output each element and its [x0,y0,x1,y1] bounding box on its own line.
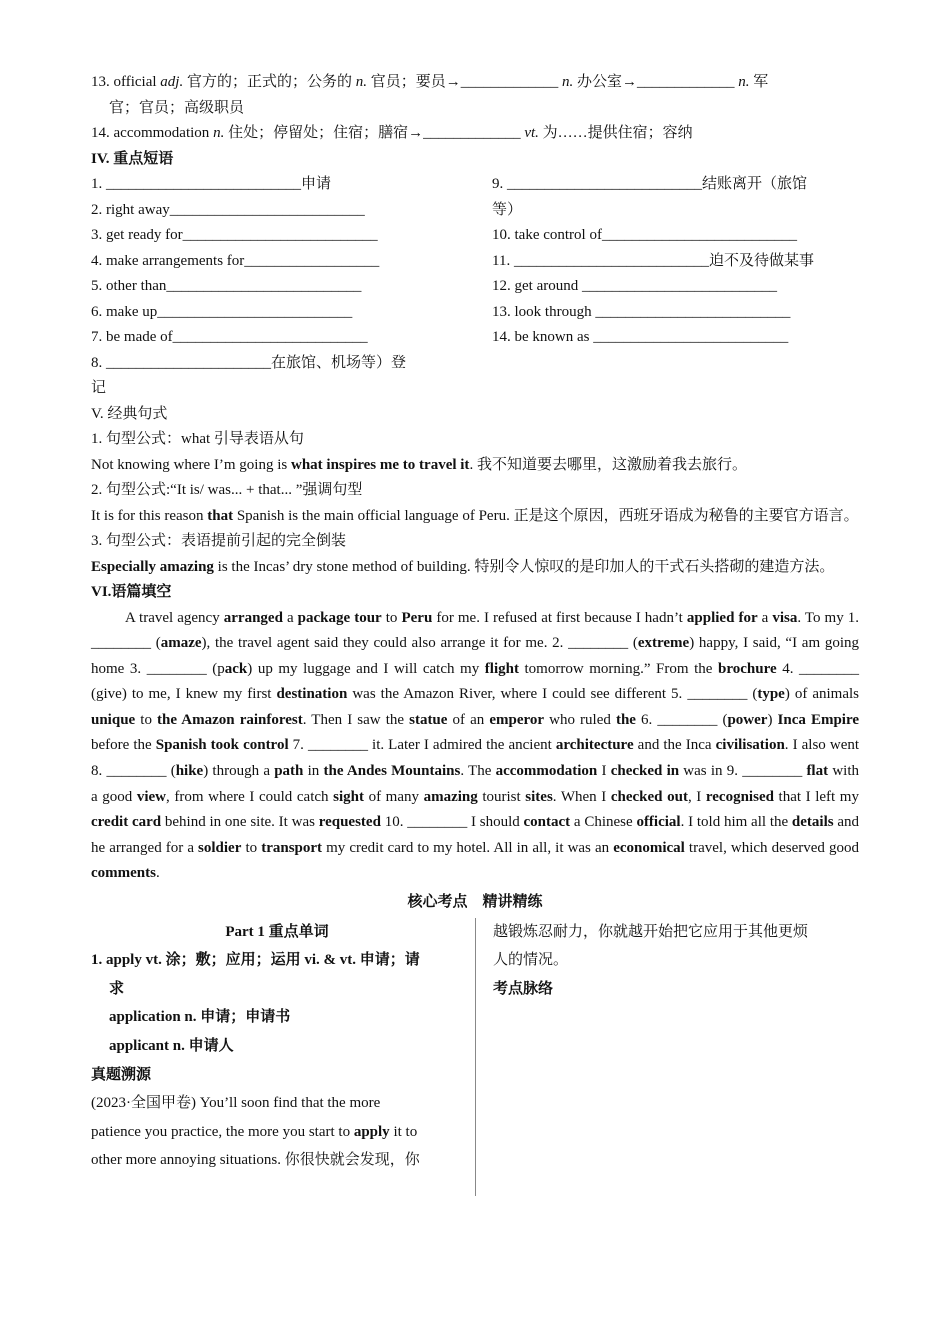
passage-keyword: destination [276,686,348,703]
passage-text: tourist [477,788,526,805]
phrase-item-cont: 等） [492,201,523,218]
phrase-item[interactable]: 6. make up__________________________ [91,303,353,320]
passage-text: with a good [91,763,859,805]
sentence-pattern-title: 2. 句型公式:“It is/ was... + that... ”强调句型 [91,482,363,498]
passage-keyword: hike [175,763,204,780]
passage-keyword: amazing [423,788,478,805]
phrase-item[interactable]: 9. __________________________结账离开（旅馆 [492,176,808,192]
entry-head-cont: 求 [109,980,125,997]
example-text: Not knowing where I’m going is [91,456,291,473]
passage-keyword: checked out [610,788,688,805]
answer-blank[interactable]: _____________ [460,74,559,90]
vocab-item-13 [91,70,859,121]
passage-keyword: package tour [297,609,382,626]
source-title: 真题溯源 [91,1066,152,1083]
passage-keyword: unique [91,711,136,728]
passage-text: ) up my luggage and I will catch my [247,660,485,677]
passage-text: of an [447,711,490,728]
phrase-item[interactable]: 5. other than__________________________ [91,278,362,294]
cloze-passage[interactable] [91,606,859,888]
example-text: it to [389,1123,418,1140]
passage-text: to [241,839,262,856]
definition: 官；官员；高级职员 [109,99,245,116]
passage-keyword: transport [261,839,323,856]
passage-text: . To my 1. ________ ( [91,609,860,652]
context-title: 考点脉络 [493,980,554,997]
part-of-speech: adj. [160,74,184,90]
passage-keyword: architecture [555,737,634,754]
passage-keyword: the Andes Mountains [323,763,461,780]
passage-keyword: amaze [160,635,202,652]
passage-keyword: economical [613,839,685,856]
part-of-speech: n. [562,74,574,90]
phrase-item[interactable]: 3. get ready for__________________________ [91,227,378,243]
passage-keyword: checked in [610,763,680,780]
passage-keyword: Spanish took control [155,737,289,754]
section-heading-phrases: IV. 重点短语 [91,150,174,167]
phrase-item[interactable]: 8. ______________________在旅馆、机场等）登 [91,354,407,371]
example-text: patience you practice, the more you start to [91,1123,354,1140]
passage-text: ), the travel agent said they could also arrange it for me. 2. ________ ( [201,635,638,652]
passage-keyword: extreme [637,635,690,652]
right-column [476,918,853,1196]
definition: 住处；停留处；住宿；膳宿→ [228,125,424,141]
example-text: is the Incas’ dry stone method of building. 特别令人惊叹的是印加人的干式石头搭砌的建造方法。 [213,558,835,575]
example-text: Spanish is the main official language of Peru. 正是这个原因，西班牙语成为秘鲁的主要官方语言。 [233,507,859,524]
passage-text: . Then I saw the [302,711,410,728]
passage-text: ) [767,711,778,728]
passage-keyword: requested [318,814,381,831]
vocab-item-14 [91,121,859,147]
phrase-item[interactable]: 12. get around __________________________ [492,278,777,294]
sentence-pattern-title: 1. 句型公式：what 引导表语从句 [91,431,304,447]
definition: 官员；要员→ [370,74,461,90]
passage-text: of many [363,788,424,805]
derivative: application n. 申请；申请书 [109,1009,291,1026]
part-of-speech: n. [738,74,750,90]
phrase-item[interactable]: 1. __________________________申请 [91,176,332,192]
vocab-word: accommodation [113,125,210,141]
example-text: . 我不知道要去哪里，这激励着我去旅行。 [469,456,747,473]
passage-keyword: visa [772,609,798,626]
example-line: other more annoying situations. 你很快就会发现，你 [91,1152,420,1169]
passage-text: . [155,865,160,882]
passage-keyword: the [615,711,636,728]
passage-text: 6. ________ ( [635,711,728,728]
passage-keyword: Peru [401,609,433,626]
passage-text: A travel agency [125,609,224,626]
passage-text: . When I [552,788,611,805]
part-of-speech: n. [213,125,225,141]
worksheet-page [91,70,859,1196]
passage-keyword: flight [484,660,519,677]
passage-text: travel, which deserved good [684,839,859,856]
passage-keyword: Inca Empire [777,711,860,728]
phrase-item[interactable]: 2. right away__________________________ [91,201,365,218]
section-heading-passage: VI.语篇填空 [91,584,172,600]
passage-text: ) happy, I said, “I am going home 3. ________ (p [91,635,859,677]
passage-text: . The [460,763,496,780]
passage-keyword: type [757,686,785,703]
passage-keyword: power [727,711,768,728]
phrase-item[interactable]: 4. make arrangements for__________________ [91,252,380,269]
passage-keyword: applied for [686,609,758,626]
phrase-item[interactable]: 10. take control of__________________________ [492,227,797,243]
passage-text: a Chinese [570,814,637,831]
passage-text: and he arranged for a [91,814,859,856]
passage-keyword: sight [333,788,364,805]
passage-keyword: arranged [223,609,283,626]
definition: 办公室→ [577,74,638,90]
passage-keyword: soldier [198,839,242,856]
answer-blank[interactable]: _____________ [637,74,735,90]
passage-text: in [303,763,324,780]
item-number: 13. [91,74,110,90]
example-emphasis: apply [353,1123,390,1140]
sentence-example [91,555,859,581]
passage-keyword: comments [91,865,156,882]
passage-text: tomorrow morning.” From the [518,660,718,677]
example-line: 越锻炼忍耐力，你就越开始把它应用于其他更烦 [493,923,809,940]
passage-keyword: recognised [705,788,774,805]
passage-keyword: statue [409,711,448,728]
passage-text: a [757,609,773,626]
example-line [91,1118,463,1147]
passage-text: 7. ________ it. Later I admired the ancient [288,737,556,754]
passage-text: . I told him all the [680,814,792,831]
left-column [91,918,476,1196]
phrase-column-right [492,172,859,402]
passage-keyword: emperor [489,711,545,728]
sentence-example [91,453,859,479]
passage-text: 4. ________ (give) to me, I knew my first [91,660,859,703]
passage-text: was in 9. ________ [679,763,807,780]
passage-keyword: credit card [91,814,162,831]
phrase-grid [91,172,859,402]
passage-keyword: the Amazon rainforest [157,711,303,728]
passage-keyword: sites [525,788,553,805]
derivative: applicant n. 申请人 [109,1037,234,1054]
passage-keyword: view [136,788,167,805]
passage-text: 10. ________ I should [380,814,524,831]
sentence-pattern-title: 3. 句型公式：表语提前引起的完全倒装 [91,533,347,549]
passage-keyword: brochure [718,660,777,677]
answer-blank[interactable]: _____________ [423,125,521,141]
phrase-item[interactable]: 7. be made of__________________________ [91,329,368,345]
passage-keyword: details [791,814,834,831]
passage-text: . I also went 8. ________ ( [91,737,860,780]
definition: 为……提供住宿；容纳 [542,125,693,141]
passage-text: and the Inca [633,737,716,754]
section-heading-sentences: V. 经典句式 [91,405,168,422]
passage-text: before the [91,737,156,754]
entry-head: 1. apply vt. 涂；敷；应用；运用 vi. & vt. 申请；请 [91,952,420,969]
sentence-example [91,504,859,530]
phrase-item[interactable]: 14. be known as __________________________ [492,329,789,345]
definition: 军 [753,74,769,90]
passage-keyword: ack [224,660,248,677]
passage-text: that I left my [773,788,859,805]
passage-keyword: civilisation [715,737,785,754]
passage-text: ) of animals [784,686,859,703]
passage-keyword: path [274,763,304,780]
passage-text: , I [687,788,706,805]
core-heading: 核心考点 精讲精练 [407,894,543,911]
part-title: Part 1 重点单词 [225,923,329,940]
part-of-speech: n. [355,74,367,90]
part-of-speech: vt. [524,125,539,141]
item-number: 14. [91,125,110,141]
example-line: 人的情况。 [493,952,569,969]
phrase-item[interactable]: 13. look through __________________________ [492,303,791,320]
passage-keyword: contact [523,814,571,831]
example-text: It is for this reason [91,507,208,524]
example-line: (2023·全国甲卷) You’ll soon find that the more [91,1095,381,1112]
passage-text: to [135,711,158,728]
example-emphasis: that [207,507,234,524]
passage-text: ) through a [203,763,275,780]
passage-text: a [282,609,298,626]
definition: 官方的；正式的；公务的 [186,74,352,90]
passage-text: for me. I refused at first because I hadn’t [432,609,687,626]
example-emphasis: what inspires me to travel it [290,456,470,473]
passage-text: I [597,763,611,780]
example-emphasis: Especially amazing [91,558,214,575]
passage-text: who ruled [544,711,616,728]
two-column-section [91,918,859,1196]
vocab-word: official [113,74,157,90]
passage-text: behind in one site. It was [161,814,319,831]
phrase-item[interactable]: 11. __________________________迫不及待做某事 [492,252,814,269]
phrase-column-left [91,172,492,402]
passage-text: my credit card to my hotel. All in all, it was an [322,839,614,856]
phrase-item-cont: 记 [91,380,107,396]
passage-keyword: official [636,814,681,831]
passage-keyword: flat [806,763,829,780]
passage-text: , from where I could catch [166,788,334,805]
passage-text: to [381,609,402,626]
passage-keyword: accommodation [495,763,598,780]
passage-text: was the Amazon River, where I could see different 5. ________ ( [347,686,758,703]
